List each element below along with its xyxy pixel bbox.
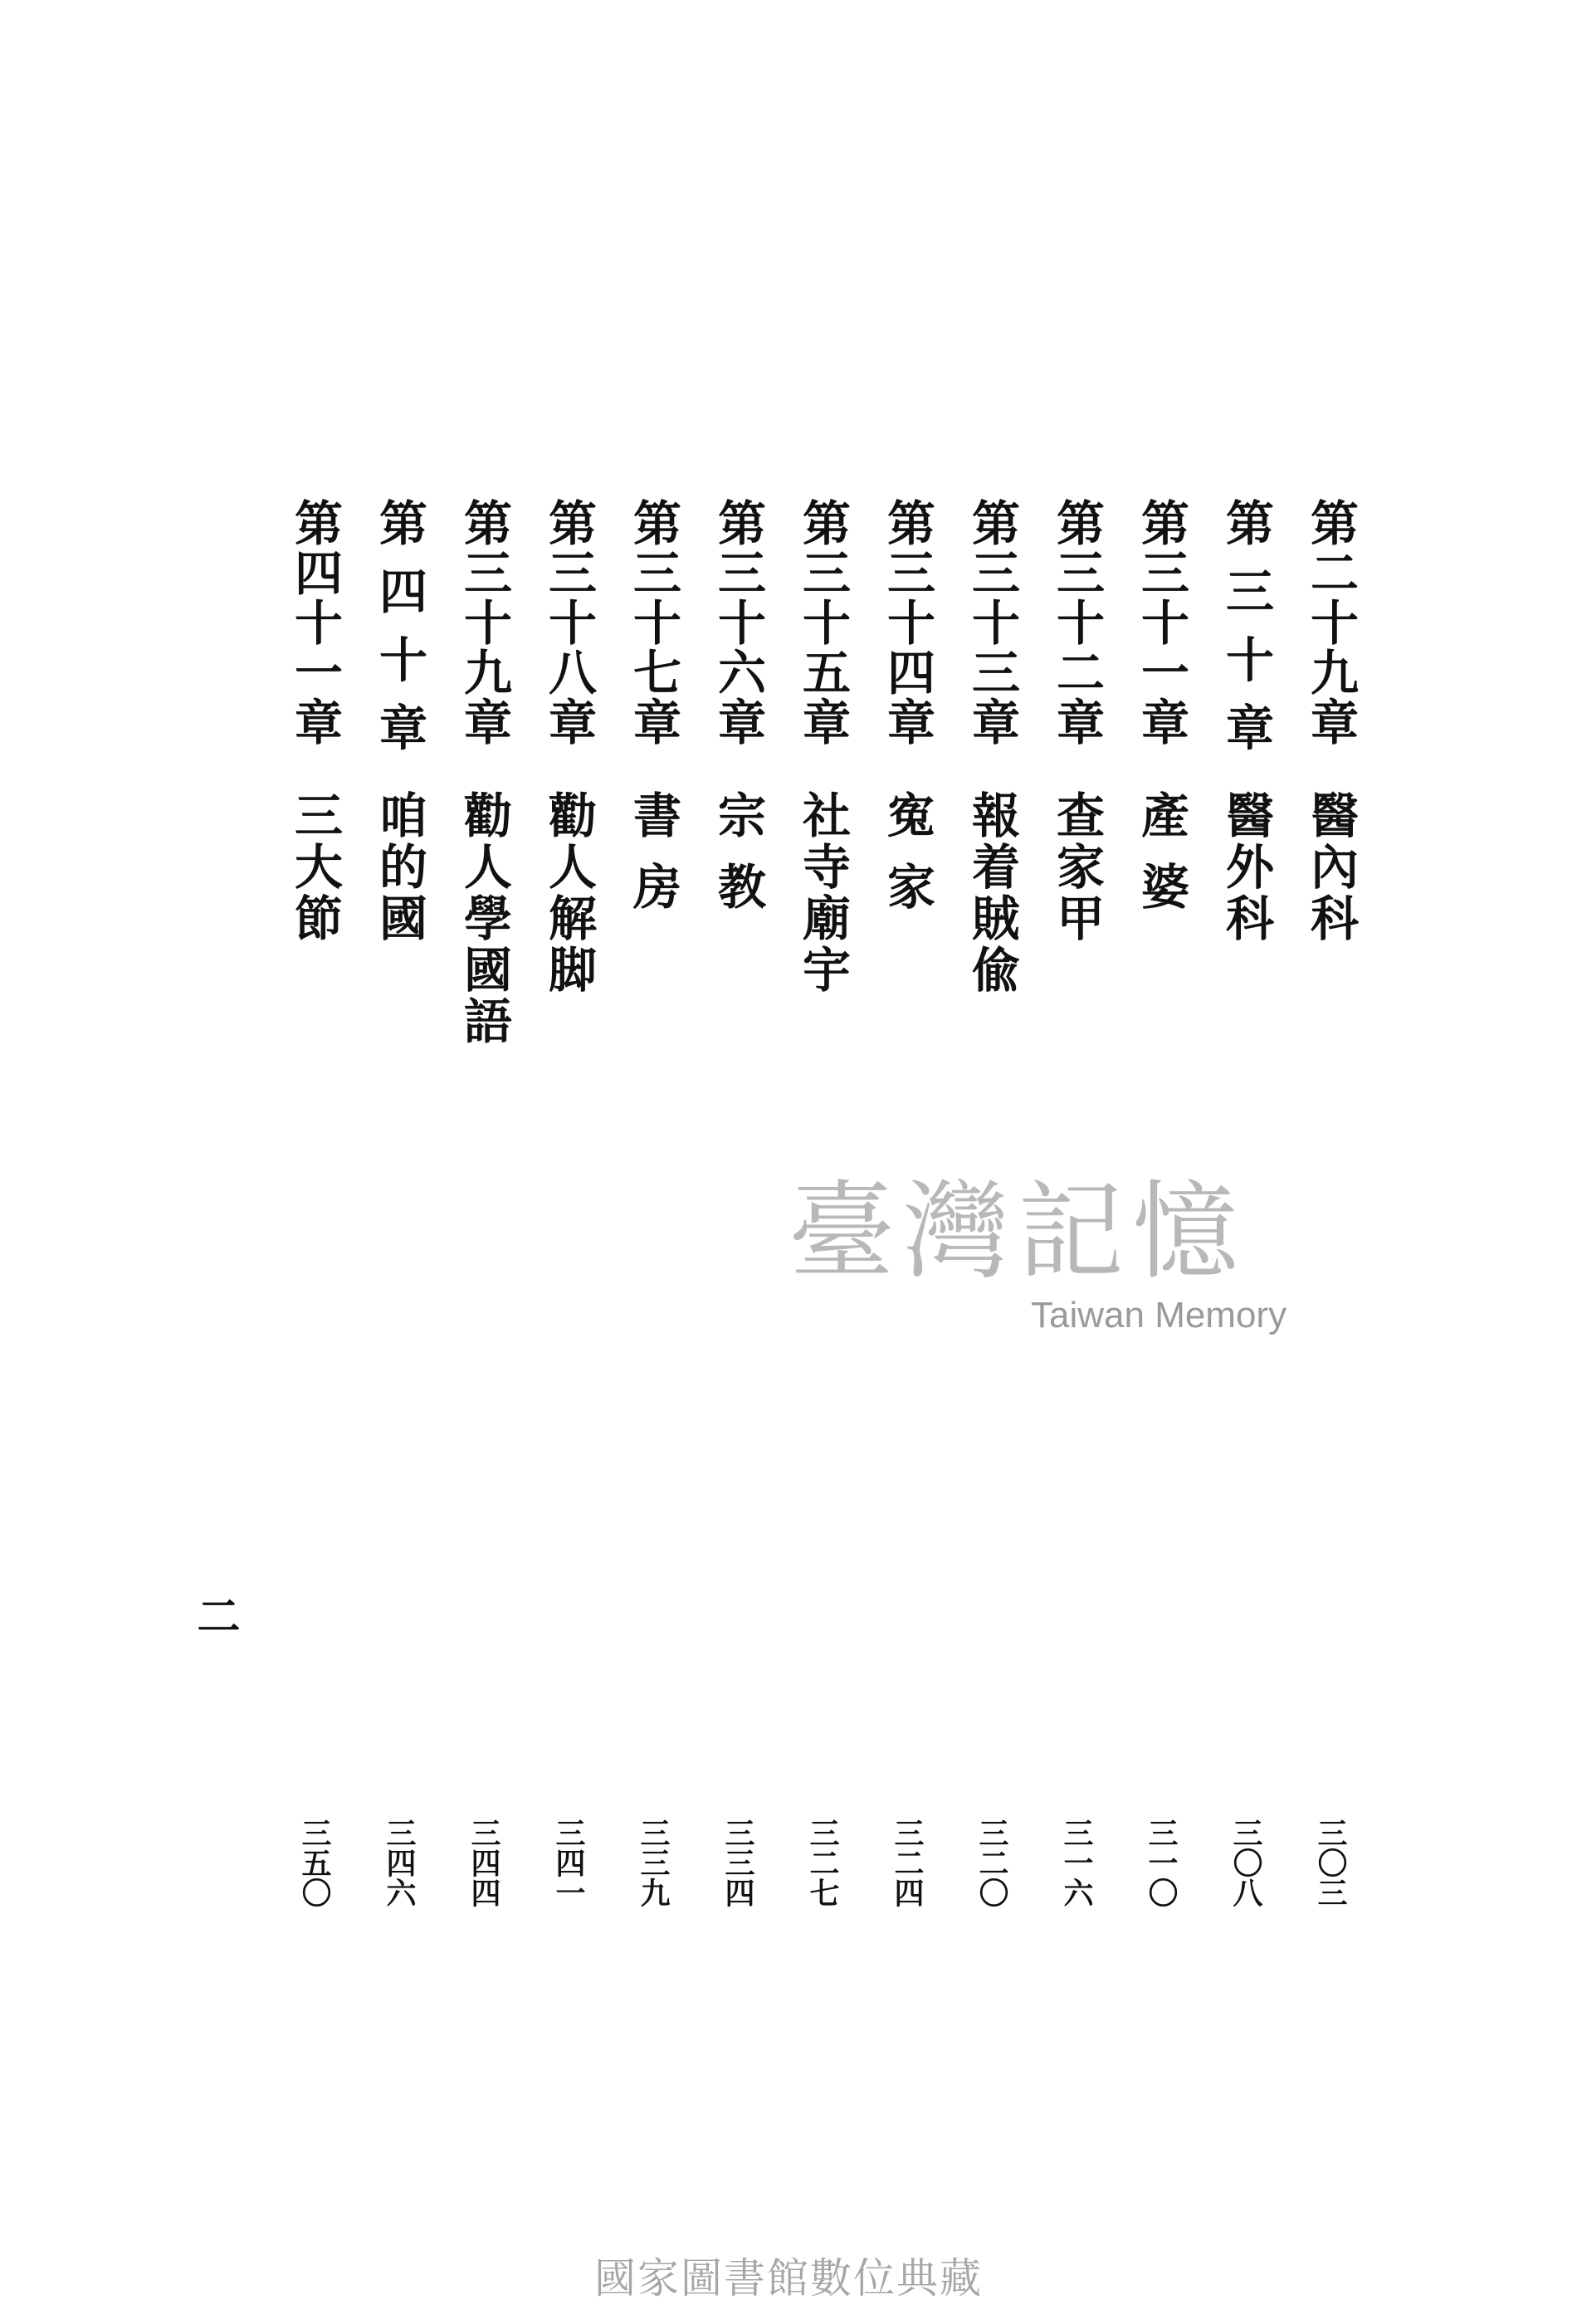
page-number: 三一〇: [1144, 1818, 1179, 1907]
chapter-number: 第二十九章: [1302, 498, 1359, 747]
chapter-title: 寃 家: [879, 790, 935, 914]
watermark-chinese: 臺灣記憶: [788, 1170, 1247, 1294]
toc-entry-41: [277, 498, 352, 1959]
page-number: 三四六: [382, 1818, 417, 1907]
chapter-title: 社寺廟宇: [794, 790, 851, 996]
chapter-title: 三大節: [286, 790, 343, 945]
chapter-title: 書 房: [625, 790, 681, 914]
toc-entry-36: [701, 498, 775, 1959]
chapter-number: 第四十一章: [286, 498, 343, 747]
page-number: 三一六: [1059, 1818, 1094, 1907]
page-number: 三〇三: [1313, 1818, 1348, 1907]
chapter-number: 第三十五章: [794, 498, 851, 747]
page-number: 三四一: [551, 1818, 586, 1907]
chapter-number: 第三十四章: [879, 498, 935, 747]
chapter-title: 勸人學國語: [456, 790, 512, 1047]
chapter-title: 醫外科: [1218, 790, 1274, 945]
chapter-number: 第三十六章: [710, 498, 766, 747]
toc-entry-31: [1124, 498, 1199, 1959]
page-number: 三二四: [890, 1818, 925, 1907]
toc-entry-35: [785, 498, 860, 1959]
page-number: 三四四: [466, 1818, 501, 1907]
folio-page-number: 二: [189, 1594, 240, 1637]
chapter-number: 第三十七章: [625, 498, 681, 747]
page-number: 三五〇: [297, 1818, 332, 1907]
page-number: 三二〇: [974, 1818, 1009, 1907]
page-number: 三三九: [636, 1818, 671, 1907]
page-number: 三三四: [720, 1818, 755, 1907]
chapter-number: 第三十二章: [1048, 498, 1105, 747]
chapter-number: 第三十八章: [540, 498, 597, 747]
chapter-number: 第 三 十 章: [1218, 498, 1274, 753]
toc-entry-40: [362, 498, 437, 1959]
toc-entry-39: [447, 498, 521, 1959]
toc-entry-34: [870, 498, 945, 1959]
chapter-title: 宗 教: [710, 790, 766, 914]
chapter-title: 醫內科: [1302, 790, 1359, 945]
table-of-contents: [0, 498, 1577, 1959]
toc-entry-29: [1293, 498, 1368, 1959]
page-number: 三〇八: [1228, 1818, 1263, 1907]
chapter-title: 咱的國: [371, 790, 427, 945]
chapter-number: 第 四 十 章: [371, 498, 427, 753]
chapter-title: 勸人解脚: [540, 790, 597, 996]
page-number: 三二七: [805, 1818, 840, 1907]
toc-entry-33: [954, 498, 1029, 1959]
toc-entry-30: [1208, 498, 1283, 1959]
toc-entry-38: [531, 498, 606, 1959]
toc-entry-32: [1039, 498, 1114, 1959]
footer-credit: 國家圖書館數位典藏: [594, 2254, 983, 2302]
toc-entry-37: [616, 498, 691, 1959]
chapter-number: 第三十一章: [1133, 498, 1189, 747]
chapter-number: 第三十九章: [456, 498, 512, 747]
chapter-title: 報着賊偸: [964, 790, 1020, 996]
watermark-english: Taiwan Memory: [1031, 1295, 1287, 1335]
chapter-title: 查家甲: [1048, 790, 1105, 945]
chapter-title: 產 婆: [1133, 790, 1189, 914]
chapter-number: 第三十三章: [964, 498, 1020, 747]
